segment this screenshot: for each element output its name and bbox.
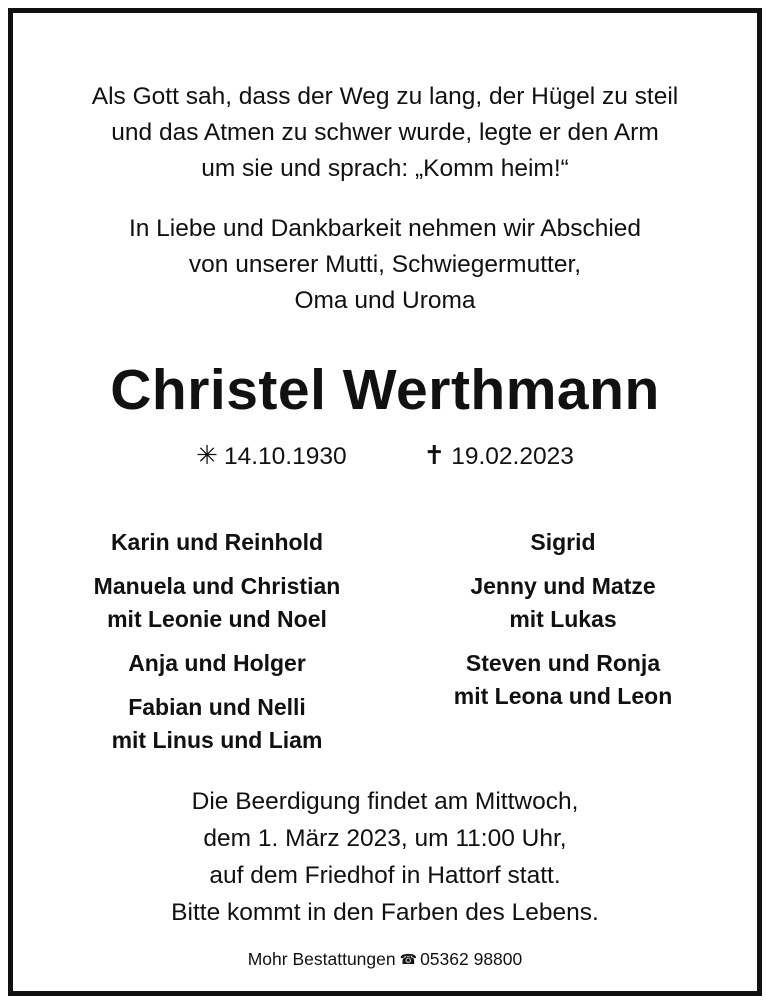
family-group — [403, 526, 723, 559]
birth-date: 14.10.1930 — [223, 443, 347, 470]
family-group — [403, 570, 723, 636]
verse-line: um sie und sprach: „Komm heim!“ — [201, 155, 569, 182]
verse-line: und das Atmen zu schwer wurde, legte er den Arm — [111, 119, 659, 146]
family-line: mit Leona und Leon — [453, 683, 673, 709]
deceased-name: Christel Werthmann — [110, 358, 660, 422]
family-group — [57, 526, 377, 559]
family-group — [57, 647, 377, 680]
birth-star-icon: ✳ — [196, 440, 218, 470]
death-date: 19.02.2023 — [451, 443, 574, 470]
phone-icon: ☎ — [399, 951, 418, 967]
undertaker-name: Mohr Bestattungen — [247, 949, 396, 969]
family-line: mit Lukas — [509, 606, 617, 632]
death-date-group — [423, 437, 573, 475]
family-line: Fabian und Nelli — [128, 694, 306, 720]
dress-request: Bitte kommt in den Farben des Lebens. — [171, 899, 599, 926]
family-line: Manuela und Christian — [93, 573, 341, 599]
undertaker-footer — [13, 946, 757, 972]
family-line: Steven und Ronja — [465, 650, 661, 676]
family-line: mit Linus und Liam — [111, 727, 323, 753]
birth-date-group — [196, 437, 346, 475]
funeral-details — [13, 783, 757, 894]
family-line: Karin und Reinhold — [110, 529, 324, 555]
funeral-line: auf dem Friedhof in Hattorf statt. — [209, 862, 561, 889]
obituary-frame — [8, 8, 762, 996]
funeral-line: dem 1. März 2023, um 11:00 Uhr, — [203, 825, 567, 852]
life-dates — [13, 437, 757, 475]
family-line: Anja und Holger — [128, 650, 306, 676]
intro-text — [13, 211, 757, 319]
cross-icon: ✝ — [423, 440, 446, 470]
funeral-line: Die Beerdigung findet am Mittwoch, — [191, 788, 579, 815]
family-column-left — [57, 526, 377, 768]
family-group — [57, 570, 377, 636]
family-line: mit Leonie und Noel — [107, 606, 327, 632]
intro-line: von unserer Mutti, Schwiegermutter, — [188, 251, 582, 278]
family-line: Sigrid — [530, 529, 596, 555]
phone-number: 05362 98800 — [420, 949, 523, 969]
family-column-right — [403, 526, 723, 724]
family-group — [57, 691, 377, 757]
verse-line: Als Gott sah, dass der Weg zu lang, der Hügel zu steil — [91, 83, 679, 110]
verse — [13, 79, 757, 187]
family-group — [403, 647, 723, 713]
intro-line: Oma und Uroma — [294, 287, 476, 314]
intro-line: In Liebe und Dankbarkeit nehmen wir Abschied — [128, 215, 642, 242]
family-line: Jenny und Matze — [470, 573, 656, 599]
